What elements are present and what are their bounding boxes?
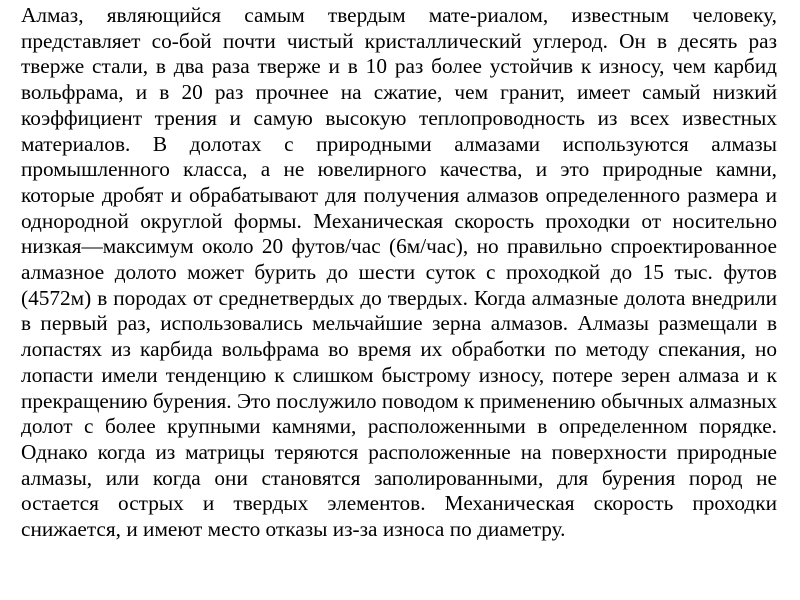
document-page <box>21 3 777 543</box>
body-paragraph: Алмаз, являющийся самым твердым мате-риалом, известным человеку, представляет со-бой почти чистый кристаллический углерод. Он в десять раз тверже стали, в два раза тверже и в 10 раз более устойчив к износу, чем карбид вольфрама, и в 20 раз прочнее на сжатие, чем гранит, имеет самый низкий коэффициент трения и самую высокую теплопроводность из всех известных материалов. В долотах с природными алмазами используются алмазы промышленного класса, а не ювелирного качества, и это природные камни, которые дробят и обрабатывают для получения алмазов определенного размера и однородной округлой формы. Механическая скорость проходки от носительно низкая—максимум около 20 футов/час (6м/час), но правильно спроектированное алмазное долото может бурить до шести суток с проходкой до 15 тыс. футов (4572м) в породах от среднетвердых до твердых. Когда алмазные долота внедрили в первый раз, использовались мельчайшие зерна алмазов. Алмазы размещали в лопастях из карбида вольфрама во время их обработки по методу спекания, но лопасти имели тенденцию к слишком быстрому износу, потере зерен алмаза и к прекращению бурения. Это послужило поводом к применению обычных алмазных долот с более крупными камнями, расположенными в определенном порядке. Однако когда из матрицы теряются расположенные на поверхности природные алмазы, или когда они становятся заполированными, для бурения пород не остается острых и твердых элементов. Механическая скорость проходки снижается, и имеют место отказы из-за износа по диаметру. <box>21 3 777 542</box>
